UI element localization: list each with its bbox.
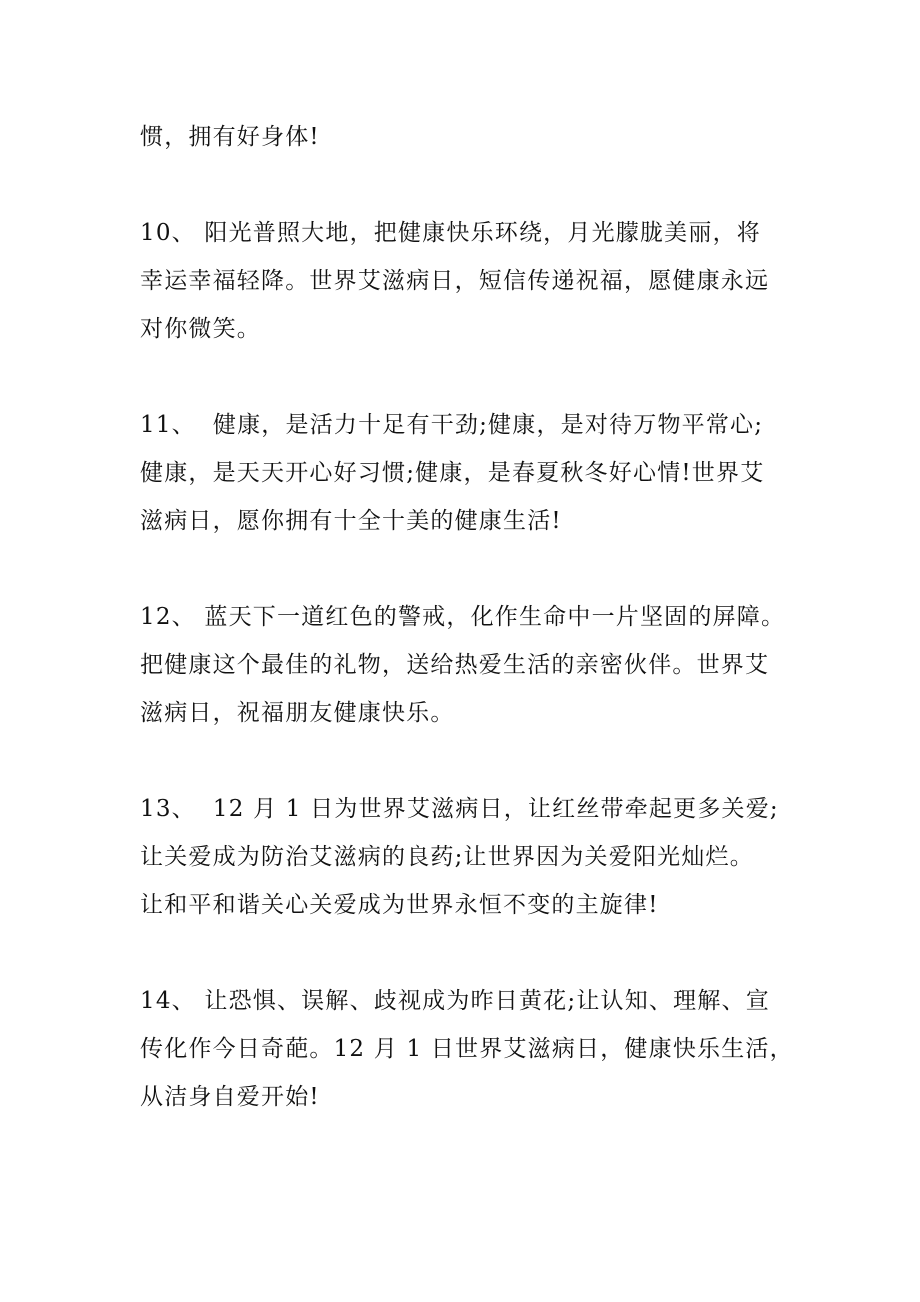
paragraph-12-line-2: 滋病日，祝福朋友健康快乐。 bbox=[140, 700, 455, 726]
paragraph-11-line-0: 11、 健康，是活力十足有干劲;健康，是对待万物平常心; bbox=[140, 412, 764, 438]
paragraph-11-line-1: 健康，是天天开心好习惯;健康，是春夏秋冬好心情!世界艾 bbox=[140, 460, 765, 486]
paragraph-10-line-0: 10、 阳光普照大地，把健康快乐环绕，月光朦胧美丽，将 bbox=[140, 220, 761, 246]
paragraph-13-line-0: 13、 12 月 1 日为世界艾滋病日，让红丝带牵起更多关爱; bbox=[140, 796, 779, 822]
paragraph-14-line-0: 14、 让恐惧、误解、歧视成为昨日黄花;让认知、理解、宣 bbox=[140, 988, 770, 1014]
paragraph-13-line-2: 让和平和谐关心关爱成为世界永恒不变的主旋律! bbox=[140, 892, 659, 918]
paragraph-14-line-1: 传化作今日奇葩。12 月 1 日世界艾滋病日，健康快乐生活， bbox=[140, 1036, 794, 1062]
paragraph-12-line-1: 把健康这个最佳的礼物，送给热爱生活的亲密伙伴。世界艾 bbox=[140, 652, 770, 678]
paragraph-11-line-2: 滋病日，愿你拥有十全十美的健康生活! bbox=[140, 508, 562, 534]
paragraph-10-line-2: 对你微笑。 bbox=[140, 316, 261, 342]
paragraph-13-line-1: 让关爱成为防治艾滋病的良药;让世界因为关爱阳光灿烂。 bbox=[140, 844, 754, 870]
paragraph-0-line-0: 惯，拥有好身体! bbox=[140, 124, 320, 150]
paragraph-14-line-2: 从洁身自爱开始! bbox=[140, 1084, 320, 1110]
paragraph-10-line-1: 幸运幸福轻降。世界艾滋病日，短信传递祝福，愿健康永远 bbox=[140, 268, 770, 294]
paragraph-12-line-0: 12、 蓝天下一道红色的警戒，化作生命中一片坚固的屏障。 bbox=[140, 604, 786, 630]
